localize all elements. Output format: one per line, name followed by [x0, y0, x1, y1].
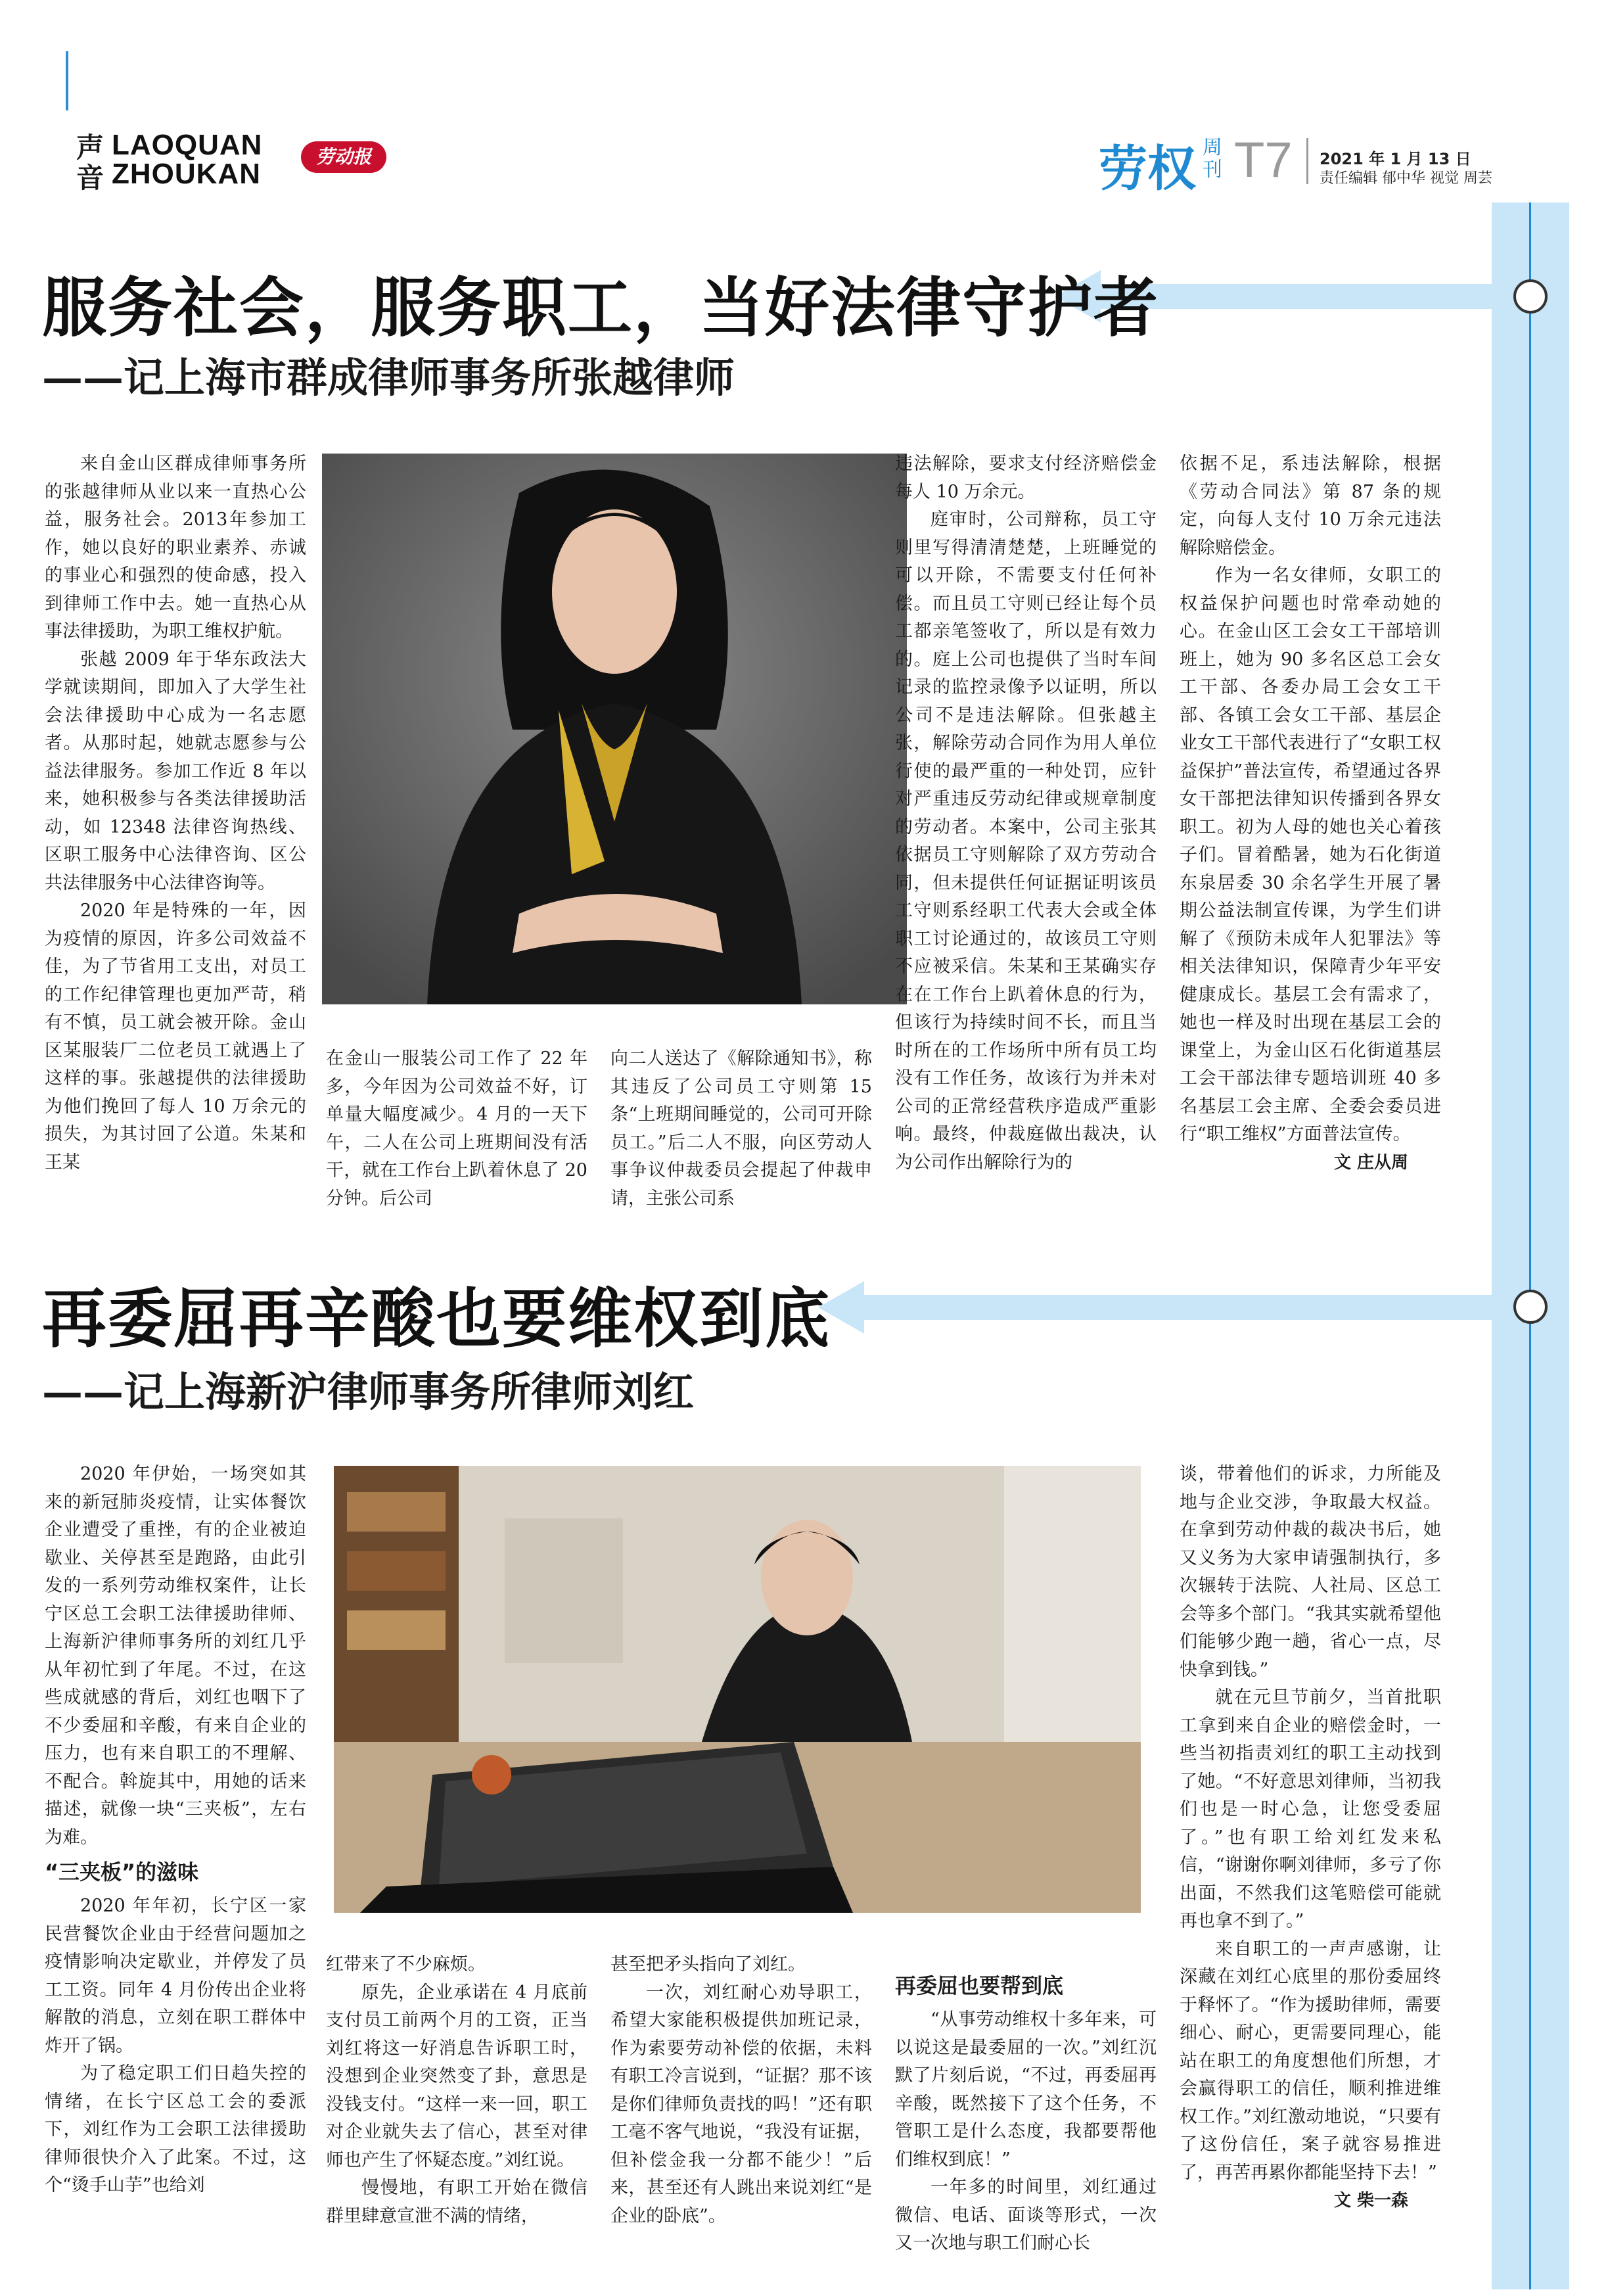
article2-col5-para: 来自职工的一声声感谢，让深藏在刘红心底里的那份委屈终于释怀了。“作为援助律师，需要细心、耐心，更需要同理心，能站在职工的角度想他们所想，才会赢得职工的信任，顺利推进维权工作。”刘红激动地说，“只要有了这份信任，案子就容易推进了，再苦再累你都能坚持下去！”	[1180, 1938, 1441, 2183]
article1-col4-para: 庭审时，公司辩称，员工守则里写得清清楚楚，上班睡觉的可以开除，不需要支付任何补偿。而且员工守则已经让每个员工都亲笔签收了，所以是有效力的。庭上公司也提供了当时车间记录的监控录像予以证明，所以公司不是违法解除。但张越主张，解除劳动合同作为用人单位行使的最严重的一种处罚，应针对严重违反劳动纪律或规章制度的劳动者。本案中，公司主张其依据员工守则解除了双方劳动合同，但未提供任何证据证明该员工守则系经职工代表大会或全体职工讨论通过的，故该员工守则不应被采信。朱某和王某确实存在在工作台上趴着休息的行为，但该行为持续时间不长，而且当时所在的工作场所中所有员工均没有工作任务，故该行为并未对公司的正常经营秩序造成严重影响。最终，仲裁庭做出裁决，认为公司作出解除行为的	[895, 509, 1157, 1173]
article1-col3-para: 向二人送达了《解除通知书》，称其违反了公司员工守则第 15 条“上班期间睡觉的，公司可开除员工。”后二人不服，向区劳动人事争议仲裁委员会提起了仲裁申请，主张公司系	[610, 1048, 872, 1209]
issue-date: 2021 年 1 月 13 日	[1320, 150, 1471, 168]
lawyer-zhang-yue-photo	[322, 454, 907, 1004]
masthead-en-bottom: ZHOUKAN	[112, 158, 261, 190]
article2-col5-para: 谈，带着他们的诉求，力所能及地与企业交涉，争取最大权益。在拿到劳动仲裁的裁决书后，她又义务为大家申请强制执行，多次辗转于法院、人社局、区总工会等多个部门。“我其实就希望他们能够少跑一趟，省心一点，尽快拿到钱。”	[1180, 1464, 1441, 1680]
article1-col2-para: 在金山一服装公司工作了 22 年多，今年因为公司效益不好，订单量大幅度减少。4 月的一天下午，二人在公司上班期间没有活干，就在工作台上趴着休息了 20 分钟。后公司	[326, 1048, 587, 1209]
article1-col2	[326, 1045, 587, 1213]
masthead-divider	[1306, 138, 1308, 184]
article2-col3	[610, 1951, 872, 2230]
timeline-strip	[1492, 202, 1569, 2289]
page-number: T7	[1234, 132, 1293, 188]
article2-col2-para: 红带来了不少麻烦。	[326, 1954, 486, 1975]
article2-col1-para: 2020 年年初，长宁区一家民营餐饮企业由于经营问题加之疫情影响决定歇业，并停发了员工工资。同年 4 月份传出企业将解散的消息，立刻在职工群体中炸开了锅。	[45, 1896, 306, 2056]
article2-subhead: ——记上海新沪律师事务所律师刘红	[42, 1368, 695, 1416]
lawyer-liu-hong-photo	[334, 1466, 1141, 1913]
article2-col1-para: 为了稳定职工们日趋失控的情绪，在长宁区总工会的委派下，刘红作为工会职工法律援助律师很快介入了此案。不过，这个“烫手山芋”也给刘	[45, 2063, 306, 2195]
article2-col3-para: 甚至把矛头指向了刘红。	[610, 1954, 806, 1975]
article1-col1-para: 张越 2009 年于华东政法大学就读期间，即加入了大学生社会法律援助中心成为一名志愿者。从那时起，她就志愿参与公益法律服务。参加工作近 8 年以来，她积极参与各类法律援助活动，如 12348 法律咨询热线、区职工服务中心法律咨询、区公共法律服务中心法律咨询等。	[45, 649, 306, 893]
masthead-rule	[66, 51, 68, 110]
article2-col2	[326, 1951, 587, 2230]
section-brand: 劳权	[1099, 141, 1196, 197]
masthead-char-bottom: 音	[76, 162, 104, 194]
article2-col5-para: 就在元旦节前夕，当首批职工拿到来自企业的赔偿金时，一些当初指责刘红的职工主动找到了她。“不好意思刘律师，当初我们也是一时心急，让您受委屈了。”也有职工给刘红发来私信，“谢谢你啊刘律师，多亏了你出面，不然我们这笔赔偿可能就再也拿不到了。”	[1180, 1687, 1441, 1931]
article1-col1-para: 来自金山区群成律师事务所的张越律师从业以来一直热心公益，服务社会。2013年参加工作，她以良好的职业素养、赤诚的事业心和强烈的使命感，投入到律师工作中去。她一直热心从事法律援助，为职工维权护航。	[45, 454, 306, 642]
article2-col2-para: 慢慢地，有职工开始在微信群里肆意宣泄不满的情绪，	[326, 2178, 587, 2226]
timeline-node-2	[1513, 1290, 1548, 1324]
article2-section1-title: “三夹板”的滋味	[45, 1860, 199, 1885]
article2-col4-para: “从事劳动维权十多年来，可以说这是最委屈的一次。”刘红沉默了片刻后说，“不过，再委屈再辛酸，既然接下了这个任务，不管职工是什么态度，我都要帮他们维权到底！”	[895, 2009, 1157, 2170]
article2-byline: 文 柴一森	[1333, 2191, 1408, 2211]
article1-col1-para: 2020 年是特殊的一年，因为疫情的原因，许多公司效益不佳，为了节省用工支出，对员工的工作纪律管理也更加严苛，稍有不慎，员工就会被开除。金山区某服装厂二位老员工就遇上了这样的事。张越提供的法律援助为他们挽回了每人 10 万余元的损失，为其讨回了公道。朱某和王某	[45, 901, 306, 1173]
article1-col4-para: 违法解除，要求支付经济赔偿金每人 10 万余元。	[895, 454, 1157, 502]
masthead-en-top: LAOQUAN	[112, 129, 263, 161]
article1-col5-para: 依据不足，系违法解除，根据《劳动合同法》第 87 条的规定，向每人支付 10 万余元违法解除赔偿金。	[1180, 454, 1441, 558]
article2-col4-para: 一年多的时间里，刘红通过微信、电话、面谈等形式，一次又一次地与职工们耐心长	[895, 2177, 1157, 2253]
article2-col1	[45, 1461, 306, 2200]
article2-col2-para: 原先，企业承诺在 4 月底前支付员工前两个月的工资，正当刘红将这一好消息告诉职工时，没想到企业突然变了卦，意思是没钱支付。“这样一来一回，职工对企业就失去了信心，甚至对律师也产生了怀疑态度。”刘红说。	[326, 1982, 587, 2170]
newspaper-logo: 劳动报	[301, 141, 386, 173]
article1-col3	[610, 1045, 872, 1213]
article1-byline: 文 庄从周	[1333, 1152, 1408, 1173]
article1-col5-para: 作为一名女律师，女职工的权益保护问题也时常牵动她的心。在金山区工会女工干部培训班上，她为 90 多名区总工会女工干部、各委办局工会女工干部、各镇工会女工干部、基层企业女工干部代表进行了“女职工权益保护”普法宣传，希望通过各界女干部把法律知识传播到各界女职工。初为人母的她也关心着孩子们。冒着酷暑，她为石化街道东泉居委 30 余名学生开展了暑期公益法制宣传课，为学生们讲解了《预防未成年人犯罪法》等相关法律知识，保障青少年平安健康成长。基层工会有需求了，她也一样及时出现在基层工会的课堂上，为金山区石化街道基层工会干部法律专题培训班 40 多名基层工会主席、全委会委员进行“职工维权”方面普法宣传。	[1180, 565, 1441, 1144]
article1-col1	[45, 450, 306, 1177]
headline-arrow-bar-2	[861, 1295, 1492, 1320]
section-weekly: 周刊	[1203, 136, 1222, 181]
article2-section2-title: 再委屈也要帮到底	[895, 1973, 1064, 1998]
article2-col5	[1180, 1461, 1441, 2215]
masthead-char-top: 声	[76, 131, 104, 164]
article2-headline: 再委屈再辛酸也要维权到底	[42, 1281, 831, 1357]
article1-subhead: ——记上海市群成律师事务所张越律师	[42, 354, 735, 402]
article1-headline: 服务社会，服务职工，当好法律守护者	[42, 270, 1160, 346]
article2-col3-para: 一次，刘红耐心劝导职工，希望大家能积极提供加班记录，作为索要劳动补偿的依据，未料有职工冷言说到，“证据？那不该是你们律师负责找的吗！”还有职工毫不客气地说，“我没有证据，但补偿金我一分都不能少！”后来，甚至还有人跳出来说刘红“是企业的卧底”。	[610, 1982, 872, 2226]
article1-col5	[1180, 450, 1441, 1177]
article2-col1-para: 2020 年伊始，一场突如其来的新冠肺炎疫情，让实体餐饮企业遭受了重挫，有的企业被迫歇业、关停甚至是跑路，由此引发的一系列劳动维权案件，让长宁区总工会职工法律援助律师、上海新沪律师事务所的刘红几乎从年初忙到了年尾。不过，在这些成就感的背后，刘红也咽下了不少委屈和辛酸，有来自企业的压力，也有来自职工的不理解、不配合。斡旋其中，用她的话来描述，就像一块“三夹板”，左右为难。	[45, 1464, 306, 1848]
article2-col4	[895, 1965, 1157, 2258]
timeline-node-1	[1513, 279, 1548, 314]
editor-credits: 责任编辑 郁中华 视觉 周芸	[1320, 170, 1492, 187]
article1-col4	[895, 450, 1157, 1177]
